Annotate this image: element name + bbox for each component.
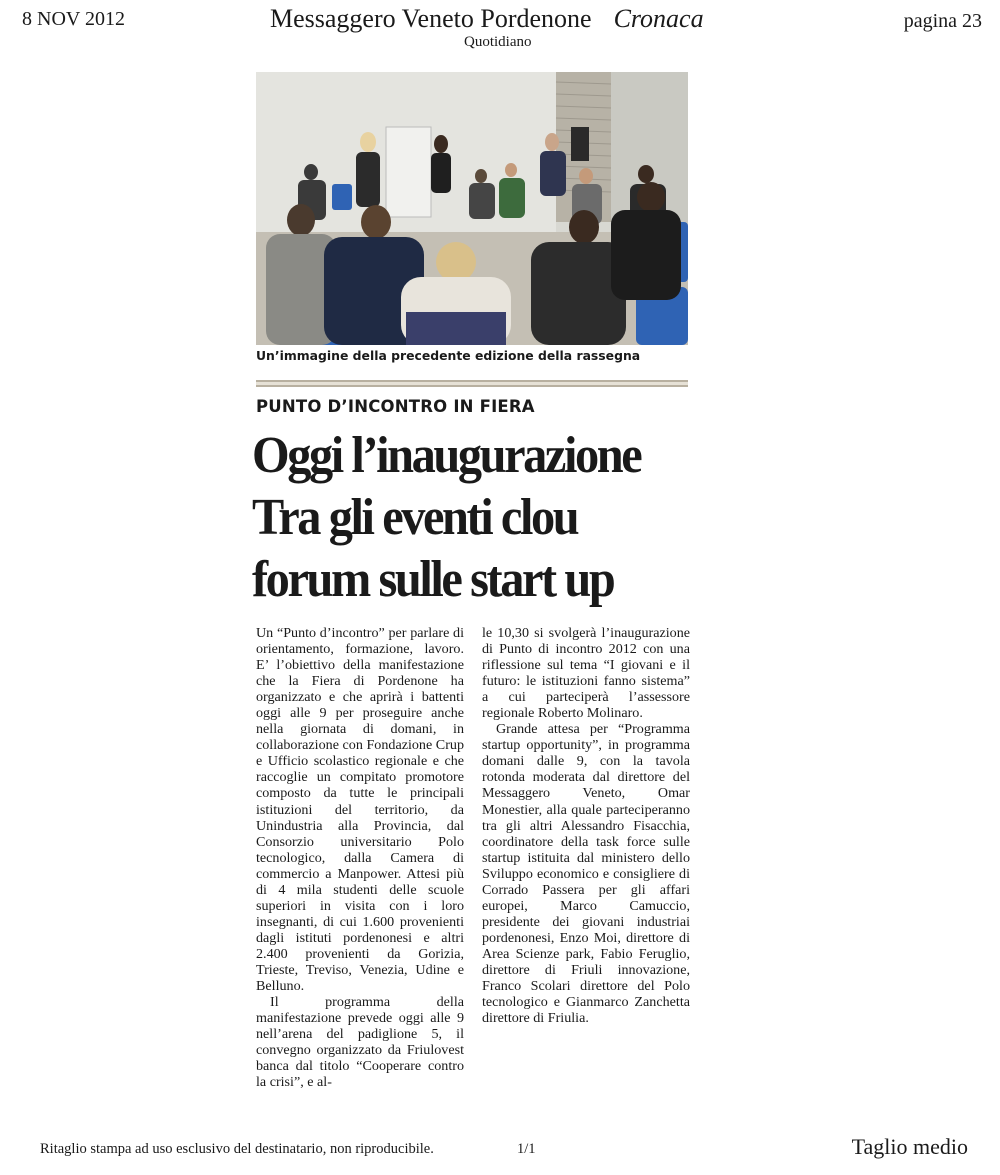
body-paragraph: Il programma della manifestazione prevede oggi alle 9 nell’arena del padiglione 5, il convegno organizzato da Friulovest banca dal titolo “Cooperare contro la crisi”, e al- [256, 994, 464, 1091]
copyright-notice: Ritaglio stampa ad uso esclusivo del destinatario, non riproducibile. [40, 1141, 434, 1157]
publication-frequency: Quotidiano [464, 34, 532, 50]
page-count: 1/1 [517, 1141, 536, 1157]
masthead [270, 4, 740, 34]
headline-line: Tra gli eventi clou [252, 489, 578, 546]
section-name: Cronaca [613, 4, 704, 33]
body-paragraph: Un “Punto d’incontro” per parlare di orientamento, formazione, lavoro. E’ l’obiettivo della manifestazione che la Fiera di Pordenone ha organizzato e che aprirà i battenti oggi alle 9 per proseguire anche nella giornata di domani, in collaborazione con Fondazione Crup e Ufficio scolastico regionale e che raccoglie un compitato promotore composto da tutte le principali istituzioni del territorio, da Unindustria alla Provincia, dal Consorzio universitario Polo tecnologico, dalla Camera di commercio a Manpower. Attesi più di 4 mila studenti delle scuole superiori in visita con i loro insegnanti, di cui 1.600 provenienti dagli istituti pordenonesi e altri 2.400 provenienti da Gorizia, Trieste, Treviso, Venezia, Udine e Belluno. [256, 625, 464, 995]
body-paragraph: Grande attesa per “Programma startup opportunity”, in programma domani dalle 9, con la tavola rotonda moderata dal direttore del Messaggero Veneto, Omar Monestier, alla quale parteciperanno tra gli altri Alessandro Fisacchia, coordinatore della task force sulle startup istituita dal ministero dello Sviluppo economico e consigliere di Corrado Passera per gli affari europei, Marco Camuccio, presidente dei giovani industriai pordenonesi, Enzo Moi, direttore di Area Scienze park, Fabio Feruglio, direttore di Friuli innovazione, Franco Scolari direttore del Polo tecnologico e Gianmarco Zanchetta direttore di Friulia. [482, 721, 690, 1027]
event-photo [256, 72, 688, 345]
page-number: pagina 23 [903, 10, 982, 32]
article-column-2 [482, 625, 690, 1026]
publication-date: 8 NOV 2012 [22, 8, 125, 30]
article-headline [252, 425, 680, 611]
article-column-1 [256, 625, 464, 1090]
body-paragraph: le 10,30 si svolgerà l’inaugurazione di Punto di incontro 2012 con una riflessione sul tema “I giovani e il futuro: le istituzioni fanno sistema” a cui parteciperà l’assessore regionale Roberto Molinaro. [482, 625, 690, 722]
clip-size-label: Taglio medio [851, 1134, 968, 1159]
headline-line: forum sulle start up [252, 551, 614, 608]
photo-caption: Un’immagine della precedente edizione della rassegna [256, 348, 641, 363]
article-kicker: PUNTO D’INCONTRO IN FIERA [256, 397, 535, 416]
headline-line: Oggi l’inaugurazione [252, 427, 641, 484]
section-divider [256, 380, 688, 387]
newspaper-name: Messaggero Veneto Pordenone [270, 4, 592, 33]
event-photo-drawing [256, 72, 688, 345]
